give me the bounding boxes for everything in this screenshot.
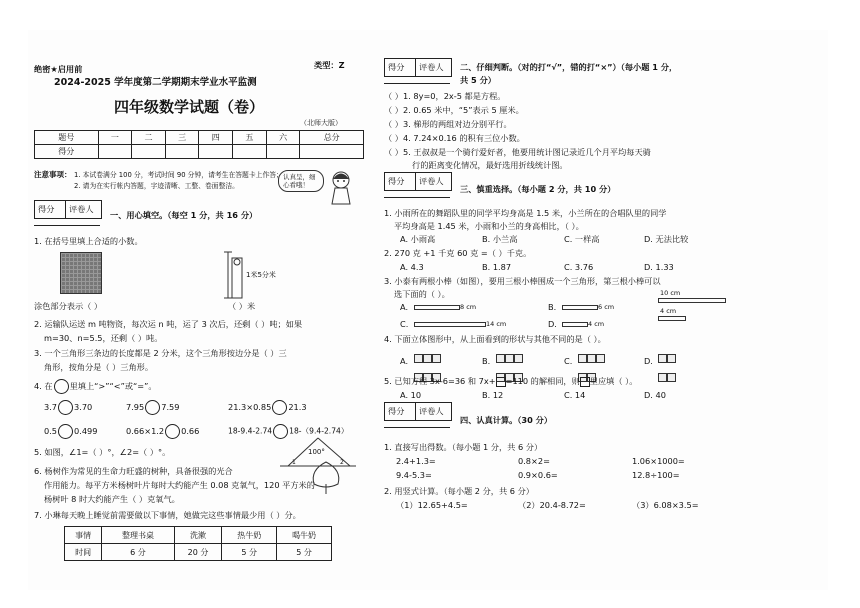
grader-label: 评卷人 bbox=[419, 406, 444, 416]
option[interactable]: B. 小兰高 bbox=[482, 234, 518, 244]
q5-part: =110 的解相同，则 bbox=[505, 376, 580, 386]
q4-text bbox=[34, 379, 157, 394]
compare-right: 7.59 bbox=[161, 402, 180, 412]
choice-q1-line1: 1. 小雨所在的舞蹈队里的同学平均身高是 1.5 米，小兰所在的合唱队里的同学 bbox=[384, 208, 667, 218]
option[interactable]: C. bbox=[564, 356, 573, 366]
judge-item: （ ）5. 王叔叔是一个骑行爱好者，他要用统计图记录近几个月平均每天骑 bbox=[384, 147, 651, 157]
q4-prefix: 4. 在 bbox=[34, 381, 53, 391]
ruler-label: 1米5分米 bbox=[246, 271, 276, 279]
score-box-label: 得分 bbox=[388, 176, 405, 186]
option[interactable]: D. bbox=[548, 319, 557, 329]
section4-score-box bbox=[384, 402, 452, 421]
q5-text: 5. 如图，∠1=（ ）°，∠2=（ ）°。 bbox=[34, 447, 171, 457]
vertical-calc-item: （2）20.4-8.72= bbox=[518, 500, 586, 510]
score-cell[interactable] bbox=[132, 145, 166, 159]
calc-item: 0.8×2= bbox=[518, 456, 550, 466]
score-cell[interactable] bbox=[266, 145, 300, 159]
option[interactable]: B. bbox=[482, 356, 491, 366]
score-cell[interactable] bbox=[300, 145, 364, 159]
option[interactable]: B. bbox=[548, 302, 557, 312]
q3-line1: 3. 一个三角形三条边的长度都是 2 分米，这个三角形按边分是（ ）三 bbox=[34, 348, 287, 358]
cartoon-girl-icon bbox=[326, 170, 356, 206]
q6-line2: 作用能力。每平方米杨树叶片每时大约能产生 0.08 克氧气，120 平方米的 bbox=[44, 480, 315, 490]
compare-circle[interactable] bbox=[58, 400, 73, 415]
score-cell[interactable] bbox=[165, 145, 199, 159]
choice-q3-line1: 3. 小泰有两根小棒（如图），要用三根小棒围成一个三角形，第三根小棒可以 bbox=[384, 276, 661, 286]
svg-text:1: 1 bbox=[292, 459, 296, 466]
q2-line1: 2. 运输队运送 m 吨物资，每次运 n 吨，运了 3 次后，还剩（ ）吨；如果 bbox=[34, 319, 303, 329]
q7-head-cell: 热牛奶 bbox=[222, 527, 277, 544]
q6-line3: 杨树叶 8 时大约能产生（ ）克氧气。 bbox=[44, 494, 180, 504]
notice-label: 注意事项： bbox=[34, 170, 72, 179]
score-head-cell: 四 bbox=[199, 131, 233, 145]
compare-left: 7.95 bbox=[126, 402, 145, 412]
q7-table bbox=[64, 526, 332, 561]
exam-name: 2024-2025 学年度第二学期期末学业水平监测 bbox=[54, 77, 257, 88]
stick-option bbox=[562, 322, 588, 327]
option[interactable]: A. 10 bbox=[400, 390, 422, 400]
score-cell[interactable] bbox=[233, 145, 267, 159]
section4-title: 四、认真计算。（30 分） bbox=[460, 415, 553, 425]
score-head-cell: 二 bbox=[132, 131, 166, 145]
calc-item: 0.9×0.6= bbox=[518, 470, 558, 480]
section2-score-box bbox=[384, 58, 452, 77]
score-head-cell: 题号 bbox=[35, 131, 99, 145]
calc-item: 9.4-5.3= bbox=[396, 470, 432, 480]
compare-circle[interactable] bbox=[145, 400, 160, 415]
compare-right: 3.70 bbox=[74, 402, 93, 412]
compare-3 bbox=[228, 400, 307, 415]
stick-length: 4 cm bbox=[588, 320, 605, 328]
q7-head-cell: 事情 bbox=[65, 527, 102, 544]
q6-line1: 6. 杨树作为常见的生命力旺盛的树种，具备很强的光合 bbox=[34, 466, 233, 476]
q1-answer-a: 涂色部分表示（ ） bbox=[34, 301, 103, 311]
edition-label: （北师大版） bbox=[300, 119, 342, 127]
section2-title-cont: 共 5 分） bbox=[460, 75, 496, 85]
q1-answer-b: （ ）米 bbox=[228, 301, 256, 311]
compare-2 bbox=[126, 400, 179, 415]
paper-title: 四年级数学试题（卷） bbox=[114, 98, 265, 116]
judge-item: （ ）1. 8y=0，2x-5 都是方程。 bbox=[384, 91, 506, 101]
option[interactable]: C. 一样高 bbox=[564, 234, 600, 244]
ref-stick-4cm bbox=[658, 316, 686, 321]
score-cell[interactable] bbox=[199, 145, 233, 159]
secret-label: 绝密★启用前 bbox=[34, 64, 83, 74]
compare-right: 0.66 bbox=[181, 426, 200, 436]
circle-blank-icon bbox=[54, 379, 69, 394]
choice-q5 bbox=[384, 376, 637, 387]
speech-bubble: 认真呈，细心看哦！ bbox=[278, 170, 324, 192]
section1-score-box bbox=[34, 200, 102, 219]
stick-option bbox=[562, 305, 598, 310]
ref-stick-10cm bbox=[658, 298, 726, 303]
option[interactable]: D. bbox=[644, 356, 653, 366]
calc-item: 2.4+1.3= bbox=[396, 456, 436, 466]
q7-head-cell: 整理书桌 bbox=[102, 527, 174, 544]
choice-q1-line2: 平均身高是 1.45 米，小雨和小兰的身高相比，（ ）。 bbox=[394, 221, 584, 231]
option[interactable]: B. 1.87 bbox=[482, 262, 512, 272]
score-row-label: 得分 bbox=[35, 145, 99, 159]
compare-right: 21.3 bbox=[288, 402, 307, 412]
score-cell[interactable] bbox=[98, 145, 132, 159]
exam-paper bbox=[28, 30, 828, 590]
section1-title: 一、用心填空。（每空 1 分，共 16 分） bbox=[110, 210, 258, 220]
q5-part: 里应填（ ）。 bbox=[589, 376, 638, 386]
grader-label: 评卷人 bbox=[419, 176, 444, 186]
notice-1: 1. 本试卷满分 100 分，考试时间 90 分钟，请考生在答题卡上作答； bbox=[74, 171, 283, 179]
section2-title: 二、仔细判断。（对的打“√”，错的打“×”）（每小题 1 分， bbox=[460, 62, 678, 72]
choice-q3-line2: 选下面的（ ）。 bbox=[394, 289, 450, 299]
option[interactable]: D. 无法比较 bbox=[644, 234, 689, 244]
judge-item: （ ）3. 梯形的两组对边分别平行。 bbox=[384, 119, 512, 129]
tree-icon bbox=[306, 460, 346, 496]
choice-q4: 4. 下面立体图形中，从上面看到的形状与其他不同的是（ ）。 bbox=[384, 334, 606, 344]
option[interactable]: C. bbox=[400, 319, 409, 329]
score-head-cell: 三 bbox=[165, 131, 199, 145]
compare-left: 3.7 bbox=[44, 402, 58, 412]
option[interactable]: A. bbox=[400, 356, 409, 366]
option[interactable]: B. 12 bbox=[482, 390, 504, 400]
compare-right: 18-（9.4-2.74） bbox=[289, 426, 349, 436]
option[interactable]: C. 14 bbox=[564, 390, 586, 400]
q7-row-cell: 6 分 bbox=[102, 544, 174, 561]
q2-line2: m=30、n=5.5，还剩（ ）吨。 bbox=[44, 333, 163, 343]
compare-right: 0.499 bbox=[74, 426, 98, 436]
compare-circle[interactable] bbox=[58, 424, 73, 439]
compare-left: 0.5 bbox=[44, 426, 58, 436]
ref-stick-label: 10 cm bbox=[660, 289, 681, 297]
square-blank-icon bbox=[580, 377, 590, 387]
grader-label: 评卷人 bbox=[69, 204, 94, 214]
score-head-cell: 六 bbox=[266, 131, 300, 145]
choice-q2: 2. 270 克 +1 千克 60 克 =（ ）千克。 bbox=[384, 248, 532, 258]
calc-item: 1.06×1000= bbox=[632, 456, 685, 466]
q7-head-cell: 洗漱 bbox=[174, 527, 222, 544]
option[interactable]: A. 小雨高 bbox=[400, 234, 436, 244]
notice-2: 2. 请为在实行帐内答题，字迹清晰、工整、卷面整洁。 bbox=[74, 182, 239, 190]
option[interactable]: A. 4.3 bbox=[400, 262, 424, 272]
compare-5 bbox=[126, 424, 199, 439]
calc-q1: 1. 直接写出得数。（每小题 1 分，共 6 分） bbox=[384, 442, 543, 452]
score-head-cell: 一 bbox=[98, 131, 132, 145]
compare-circle[interactable] bbox=[272, 400, 287, 415]
compare-left: 18-9.4-2.74 bbox=[228, 426, 273, 436]
score-box-label: 得分 bbox=[38, 204, 55, 214]
score-head-cell: 总分 bbox=[300, 131, 364, 145]
section3-score-box bbox=[384, 172, 452, 191]
score-box-label: 得分 bbox=[388, 406, 405, 416]
option[interactable]: D. 40 bbox=[644, 390, 666, 400]
stick-length: 6 cm bbox=[598, 303, 615, 311]
compare-circle[interactable] bbox=[165, 424, 180, 439]
ref-stick-label: 4 cm bbox=[660, 307, 677, 315]
q3-line2: 角形，按角分是（ ）三角形。 bbox=[44, 362, 154, 372]
q7-row-cell: 时间 bbox=[65, 544, 102, 561]
score-head-cell: 五 bbox=[233, 131, 267, 145]
stick-length: 14 cm bbox=[486, 320, 507, 328]
angle-label: 100° bbox=[308, 448, 325, 456]
section3-title: 三、慎重选择。（每小题 2 分，共 10 分） bbox=[460, 184, 616, 194]
calc-q2: 2. 用竖式计算。（每小题 2 分，共 6 分） bbox=[384, 486, 534, 496]
q7-head-cell: 喝牛奶 bbox=[277, 527, 332, 544]
stick-option bbox=[414, 322, 486, 327]
q1-text: 1. 在括号里填上合适的小数。 bbox=[34, 236, 143, 246]
option[interactable]: D. 1.33 bbox=[644, 262, 674, 272]
judge-item: （ ）2. 0.65 米中，“5”表示 5 厘米。 bbox=[384, 105, 524, 115]
calc-item: 12.8÷100= bbox=[632, 470, 680, 480]
q7-row-cell: 20 分 bbox=[174, 544, 222, 561]
stick-option bbox=[414, 305, 460, 310]
compare-1 bbox=[44, 400, 92, 415]
exam-type: 类型：Z bbox=[314, 60, 345, 70]
q4-suffix: 里填上“>”“<”或“=”。 bbox=[69, 381, 157, 391]
svg-text:2: 2 bbox=[340, 459, 344, 466]
stick-length: 8 cm bbox=[460, 303, 477, 311]
option[interactable]: A. bbox=[400, 302, 409, 312]
vertical-calc-item: （1）12.65+4.5= bbox=[396, 500, 468, 510]
vertical-calc-item: （3）6.08×3.5= bbox=[632, 500, 699, 510]
q7-row-cell: 5 分 bbox=[222, 544, 277, 561]
shaded-grid-figure bbox=[60, 252, 102, 294]
score-table bbox=[34, 130, 364, 159]
judge-item-cont: 行的距离变化情况，最好选用折线统计图。 bbox=[412, 160, 568, 170]
grader-label: 评卷人 bbox=[419, 62, 444, 72]
q7-text: 7. 小琳每天晚上睡觉前需要做以下事情，她做完这些事情最少用（ ）分。 bbox=[34, 510, 301, 520]
square-blank-icon bbox=[496, 377, 506, 387]
compare-4 bbox=[44, 424, 97, 439]
judge-item: （ ）4. 7.24×0.16 的积有三位小数。 bbox=[384, 133, 525, 143]
option[interactable]: C. 3.76 bbox=[564, 262, 594, 272]
compare-left: 21.3×0.85 bbox=[228, 402, 272, 412]
q5-part: 5. 已知方程 3x-6=36 和 7x+ bbox=[384, 376, 496, 386]
compare-left: 0.66×1.2 bbox=[126, 426, 165, 436]
cube-figure-d bbox=[658, 348, 682, 386]
score-box-label: 得分 bbox=[388, 62, 405, 72]
q7-row-cell: 5 分 bbox=[277, 544, 332, 561]
